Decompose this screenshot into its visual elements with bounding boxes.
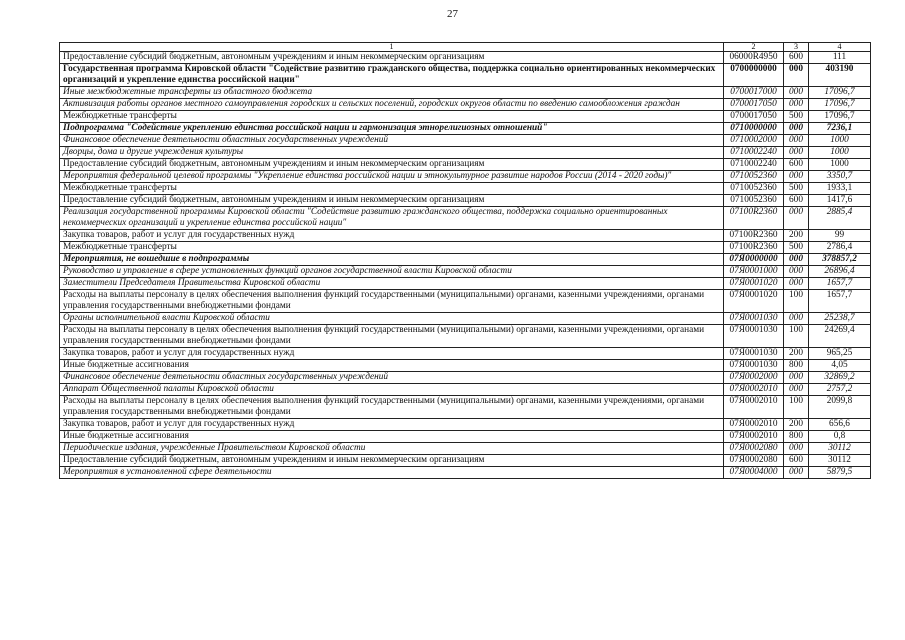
row-sum-cell: 17096,7 bbox=[809, 87, 871, 99]
row-code-cell: 07100R2360 bbox=[724, 242, 784, 254]
row-sum-cell: 2757,2 bbox=[809, 384, 871, 396]
row-name-cell: Аппарат Общественной палаты Кировской области bbox=[60, 384, 724, 396]
header-col-4: 4 bbox=[809, 43, 871, 52]
row-vid-cell: 100 bbox=[784, 396, 809, 419]
table-row bbox=[60, 325, 871, 348]
row-name-cell: Государственная программа Кировской области "Содействие развитию гражданского общества, поддержка социально ориентированных некоммерческих организаций и укрепление единства российской нации" bbox=[60, 64, 724, 87]
header-col-2: 2 bbox=[724, 43, 784, 52]
table-body bbox=[60, 43, 871, 479]
table-row bbox=[60, 123, 871, 135]
table-row bbox=[60, 147, 871, 159]
row-code-cell: 07Я0001020 bbox=[724, 278, 784, 290]
row-name-cell: Предоставление субсидий бюджетным, автономным учреждениям и иным некоммерческим организациям bbox=[60, 195, 724, 207]
row-name-cell: Иные бюджетные ассигнования bbox=[60, 431, 724, 443]
row-name-cell: Органы исполнительной власти Кировской области bbox=[60, 313, 724, 325]
table-row bbox=[60, 135, 871, 147]
table-row bbox=[60, 254, 871, 266]
row-vid-cell: 200 bbox=[784, 348, 809, 360]
row-vid-cell: 000 bbox=[784, 278, 809, 290]
row-vid-cell: 000 bbox=[784, 372, 809, 384]
row-vid-cell: 000 bbox=[784, 171, 809, 183]
row-vid-cell: 000 bbox=[784, 254, 809, 266]
row-sum-cell: 30112 bbox=[809, 443, 871, 455]
table-row bbox=[60, 348, 871, 360]
table-row bbox=[60, 159, 871, 171]
row-code-cell: 06000R4950 bbox=[724, 52, 784, 64]
row-name-cell: Предоставление субсидий бюджетным, автономным учреждениям и иным некоммерческим организациям bbox=[60, 52, 724, 64]
page-number: 27 bbox=[447, 8, 458, 20]
row-sum-cell: 1000 bbox=[809, 159, 871, 171]
header-col-1: 1 bbox=[60, 43, 724, 52]
row-code-cell: 07Я0001000 bbox=[724, 266, 784, 278]
row-code-cell: 07Я0002010 bbox=[724, 396, 784, 419]
row-sum-cell: 1000 bbox=[809, 135, 871, 147]
row-sum-cell: 3350,7 bbox=[809, 171, 871, 183]
row-name-cell: Активизация работы органов местного самоуправления городских и сельских поселений, городских округов области по введению самообложения граждан bbox=[60, 99, 724, 111]
row-vid-cell: 200 bbox=[784, 419, 809, 431]
table-row bbox=[60, 467, 871, 479]
row-code-cell: 07100R2360 bbox=[724, 207, 784, 230]
row-vid-cell: 200 bbox=[784, 230, 809, 242]
table-row bbox=[60, 384, 871, 396]
row-code-cell: 0710000000 bbox=[724, 123, 784, 135]
row-vid-cell: 000 bbox=[784, 313, 809, 325]
row-sum-cell: 25238,7 bbox=[809, 313, 871, 325]
row-code-cell: 07Я0002010 bbox=[724, 384, 784, 396]
row-name-cell: Расходы на выплаты персоналу в целях обеспечения выполнения функций государственными (муниципальными) органами, казенными учреждениями, органами управления государственными внебюджетными фондами bbox=[60, 290, 724, 313]
row-code-cell: 0700017050 bbox=[724, 99, 784, 111]
table-row bbox=[60, 313, 871, 325]
table-header-row bbox=[60, 43, 871, 52]
row-name-cell: Финансовое обеспечение деятельности областных государственных учреждений bbox=[60, 135, 724, 147]
row-code-cell: 07Я0002080 bbox=[724, 443, 784, 455]
table-row bbox=[60, 87, 871, 99]
row-code-cell: 0700017050 bbox=[724, 111, 784, 123]
row-sum-cell: 2786,4 bbox=[809, 242, 871, 254]
row-sum-cell: 1417,6 bbox=[809, 195, 871, 207]
table-row bbox=[60, 171, 871, 183]
row-code-cell: 07Я0001020 bbox=[724, 290, 784, 313]
row-sum-cell: 17096,7 bbox=[809, 111, 871, 123]
header-col-3: 3 bbox=[784, 43, 809, 52]
row-name-cell: Предоставление субсидий бюджетным, автономным учреждениям и иным некоммерческим организациям bbox=[60, 455, 724, 467]
table-row bbox=[60, 455, 871, 467]
table-row bbox=[60, 266, 871, 278]
row-code-cell: 0700017000 bbox=[724, 87, 784, 99]
row-name-cell: Мероприятия в установленной сфере деятельности bbox=[60, 467, 724, 479]
table-row bbox=[60, 52, 871, 64]
row-sum-cell: 7236,1 bbox=[809, 123, 871, 135]
row-vid-cell: 500 bbox=[784, 183, 809, 195]
table-row bbox=[60, 111, 871, 123]
row-code-cell: 07100R2360 bbox=[724, 230, 784, 242]
row-vid-cell: 600 bbox=[784, 195, 809, 207]
table-row bbox=[60, 64, 871, 87]
row-code-cell: 0710002000 bbox=[724, 135, 784, 147]
row-name-cell: Подпрограмма "Содействие укреплению единства российской нации и гармонизация этнорелигиозных отношений" bbox=[60, 123, 724, 135]
row-sum-cell: 1000 bbox=[809, 147, 871, 159]
row-sum-cell: 2885,4 bbox=[809, 207, 871, 230]
table-row bbox=[60, 99, 871, 111]
row-vid-cell: 000 bbox=[784, 135, 809, 147]
row-code-cell: 07Я0001030 bbox=[724, 348, 784, 360]
row-name-cell: Руководство и управление в сфере установленных функций органов государственной власти Кировской области bbox=[60, 266, 724, 278]
row-vid-cell: 800 bbox=[784, 360, 809, 372]
row-code-cell: 07Я0004000 bbox=[724, 467, 784, 479]
row-name-cell: Межбюджетные трансферты bbox=[60, 111, 724, 123]
table-row bbox=[60, 183, 871, 195]
table-row bbox=[60, 443, 871, 455]
table-row bbox=[60, 207, 871, 230]
row-vid-cell: 000 bbox=[784, 123, 809, 135]
row-code-cell: 0710052360 bbox=[724, 171, 784, 183]
row-code-cell: 0710002240 bbox=[724, 147, 784, 159]
row-sum-cell: 17096,7 bbox=[809, 99, 871, 111]
row-name-cell: Расходы на выплаты персоналу в целях обеспечения выполнения функций государственными (муниципальными) органами, казенными учреждениями, органами управления государственными внебюджетными фондами bbox=[60, 325, 724, 348]
row-name-cell: Закупка товаров, работ и услуг для государственных нужд bbox=[60, 348, 724, 360]
row-sum-cell: 1657,7 bbox=[809, 290, 871, 313]
row-name-cell: Межбюджетные трансферты bbox=[60, 242, 724, 254]
row-name-cell: Мероприятия федеральной целевой программы "Укрепление единства российской нации и этнокультурное развитие народов России (2014 - 2020 годы)" bbox=[60, 171, 724, 183]
table-row bbox=[60, 396, 871, 419]
row-code-cell: 0710052360 bbox=[724, 183, 784, 195]
row-name-cell: Финансовое обеспечение деятельности областных государственных учреждений bbox=[60, 372, 724, 384]
row-name-cell: Периодические издания, учрежденные Правительством Кировской области bbox=[60, 443, 724, 455]
row-name-cell: Иные межбюджетные трансферты из областного бюджета bbox=[60, 87, 724, 99]
row-code-cell: 07Я0001030 bbox=[724, 313, 784, 325]
row-vid-cell: 000 bbox=[784, 147, 809, 159]
row-name-cell: Иные бюджетные ассигнования bbox=[60, 360, 724, 372]
row-sum-cell: 24269,4 bbox=[809, 325, 871, 348]
row-vid-cell: 000 bbox=[784, 266, 809, 278]
row-vid-cell: 100 bbox=[784, 290, 809, 313]
table-row bbox=[60, 419, 871, 431]
row-sum-cell: 656,6 bbox=[809, 419, 871, 431]
row-sum-cell: 1657,7 bbox=[809, 278, 871, 290]
row-name-cell: Закупка товаров, работ и услуг для государственных нужд bbox=[60, 230, 724, 242]
table-row bbox=[60, 290, 871, 313]
row-sum-cell: 26896,4 bbox=[809, 266, 871, 278]
row-code-cell: 0710002240 bbox=[724, 159, 784, 171]
row-code-cell: 07Я0002010 bbox=[724, 419, 784, 431]
row-vid-cell: 000 bbox=[784, 99, 809, 111]
row-vid-cell: 500 bbox=[784, 242, 809, 254]
row-name-cell: Межбюджетные трансферты bbox=[60, 183, 724, 195]
row-vid-cell: 600 bbox=[784, 455, 809, 467]
row-name-cell: Дворцы, дома и другие учреждения культуры bbox=[60, 147, 724, 159]
row-vid-cell: 100 bbox=[784, 325, 809, 348]
row-sum-cell: 0,8 bbox=[809, 431, 871, 443]
row-code-cell: 07Я0000000 bbox=[724, 254, 784, 266]
table-row bbox=[60, 242, 871, 254]
row-sum-cell: 1933,1 bbox=[809, 183, 871, 195]
row-sum-cell: 30112 bbox=[809, 455, 871, 467]
row-sum-cell: 403190 bbox=[809, 64, 871, 87]
row-code-cell: 07Я0002010 bbox=[724, 431, 784, 443]
row-sum-cell: 111 bbox=[809, 52, 871, 64]
row-vid-cell: 500 bbox=[784, 111, 809, 123]
row-sum-cell: 378857,2 bbox=[809, 254, 871, 266]
row-code-cell: 07Я0002080 bbox=[724, 455, 784, 467]
row-sum-cell: 99 bbox=[809, 230, 871, 242]
row-sum-cell: 4,05 bbox=[809, 360, 871, 372]
row-code-cell: 07Я0002000 bbox=[724, 372, 784, 384]
table-row bbox=[60, 431, 871, 443]
row-vid-cell: 000 bbox=[784, 207, 809, 230]
row-name-cell: Расходы на выплаты персоналу в целях обеспечения выполнения функций государственными (муниципальными) органами, казенными учреждениями, органами управления государственными внебюджетными фондами bbox=[60, 396, 724, 419]
row-vid-cell: 000 bbox=[784, 443, 809, 455]
row-vid-cell: 000 bbox=[784, 64, 809, 87]
row-code-cell: 0700000000 bbox=[724, 64, 784, 87]
table-row bbox=[60, 278, 871, 290]
row-sum-cell: 965,25 bbox=[809, 348, 871, 360]
row-name-cell: Реализация государственной программы Кировской области "Содействие развитию гражданского общества, поддержка социально ориентированных некоммерческих организаций и укрепление единства российской нации" bbox=[60, 207, 724, 230]
row-name-cell: Мероприятия, не вошедшие в подпрограммы bbox=[60, 254, 724, 266]
row-sum-cell: 32869,2 bbox=[809, 372, 871, 384]
row-name-cell: Закупка товаров, работ и услуг для государственных нужд bbox=[60, 419, 724, 431]
row-vid-cell: 000 bbox=[784, 384, 809, 396]
row-sum-cell: 5879,5 bbox=[809, 467, 871, 479]
row-name-cell: Заместители Председателя Правительства Кировской области bbox=[60, 278, 724, 290]
table-row bbox=[60, 360, 871, 372]
table-row bbox=[60, 230, 871, 242]
row-vid-cell: 000 bbox=[784, 87, 809, 99]
row-code-cell: 0710052360 bbox=[724, 195, 784, 207]
row-code-cell: 07Я0001030 bbox=[724, 360, 784, 372]
budget-table bbox=[59, 42, 871, 479]
row-name-cell: Предоставление субсидий бюджетным, автономным учреждениям и иным некоммерческим организациям bbox=[60, 159, 724, 171]
table-row bbox=[60, 195, 871, 207]
row-vid-cell: 000 bbox=[784, 467, 809, 479]
row-sum-cell: 2099,8 bbox=[809, 396, 871, 419]
row-vid-cell: 600 bbox=[784, 52, 809, 64]
row-code-cell: 07Я0001030 bbox=[724, 325, 784, 348]
row-vid-cell: 800 bbox=[784, 431, 809, 443]
table-row bbox=[60, 372, 871, 384]
row-vid-cell: 600 bbox=[784, 159, 809, 171]
